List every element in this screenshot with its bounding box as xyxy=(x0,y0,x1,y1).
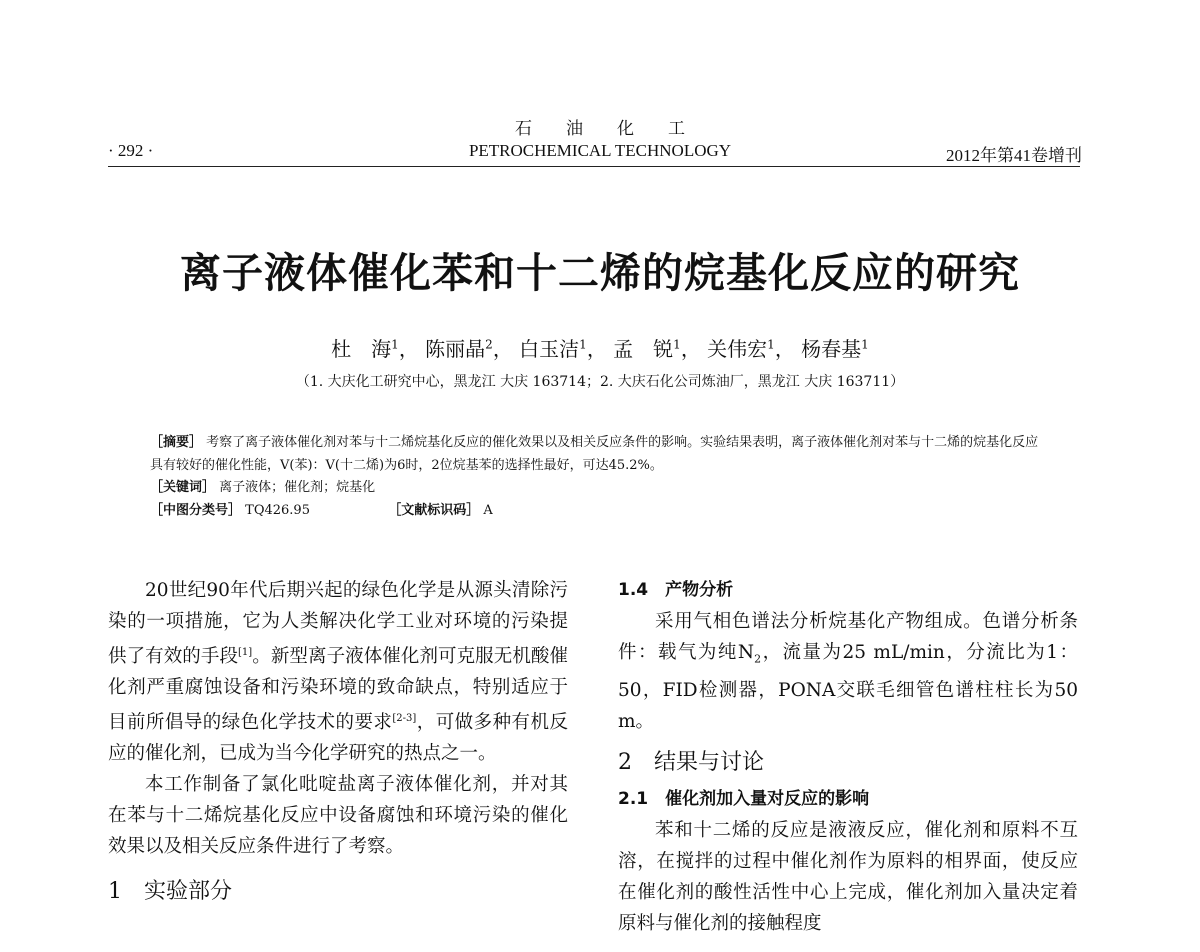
text: ，可做多种有机反应的催化剂，已成为当今化学研究的热点之一。 xyxy=(108,712,568,765)
issue-info: 2012年第41卷增刊 xyxy=(946,146,1082,165)
author-affiliation-mark: 1 xyxy=(673,337,681,352)
keywords-label: ［关键词］ xyxy=(150,480,216,495)
abstract-text: 考察了离子液体催化剂对苯与十二烯烷基化反应的催化效果以及相关反应条件的影响。实验结果表明，离子液体催化剂对苯与十二烯的烷基化反应具有较好的催化性能，V(苯)：V(十二烯)为6时，2位烷基苯的选择性最好，可达45.2%。 xyxy=(150,435,1039,473)
author: 陈丽晶 xyxy=(425,337,486,361)
clc-value: TQ426.95 xyxy=(245,502,310,518)
paragraph-catalyst-amount: 苯和十二烯的反应是液液反应，催化剂和原料不互溶，在搅拌的过程中催化剂作为原料的相界面，使反应在催化剂的酸性活性中心上完成，催化剂加入量决定着原料与催化剂的接触程度 xyxy=(618,819,1078,934)
journal-name-en: PETROCHEMICAL TECHNOLOGY xyxy=(468,141,732,160)
text: 。新型离子液体催化剂可克服无机酸催化剂严重腐蚀设备和污染环境的致命缺点，特别适应于目前所倡导的绿色化学技术的要求 xyxy=(108,646,568,734)
keywords xyxy=(150,477,1050,500)
doc-code-value: A xyxy=(483,502,493,518)
citation: [2-3] xyxy=(392,713,417,725)
author: 杨春基 xyxy=(801,337,862,361)
clc-label: ［中图分类号］ xyxy=(150,502,242,518)
text: ，流量为25 mL/min，分流比为1：50，FID检测器，PONA交联毛细管色谱柱柱长为50 m。 xyxy=(618,642,1078,732)
header-rule xyxy=(108,166,1080,167)
affiliations: （1. 大庆化工研究中心，黑龙江 大庆 163714；2. 大庆石化公司炼油厂，黑龙江 大庆 163711） xyxy=(295,374,905,390)
subsection-heading-2-1: 2.1 催化剂加入量对反应的影响 xyxy=(618,788,870,809)
text: 20世纪90年代后期兴起的绿色化学是从源头清除污染的一项措施，它为人类解决化学工业对环境的污染提供了有效的手段 xyxy=(108,580,568,668)
abstract-label: ［摘要］ xyxy=(150,435,203,450)
text: 采用气相色谱法分析烷基化产物组成。色谱分析条件：载气为纯N xyxy=(618,611,1078,663)
paragraph-intro xyxy=(108,575,568,769)
author-affiliation-mark: 2 xyxy=(485,337,493,352)
author: 杜 海 xyxy=(331,337,392,361)
page-number: · 292 · xyxy=(108,141,154,160)
author-affiliation-mark: 1 xyxy=(767,337,775,352)
author: 孟 锐 xyxy=(613,337,674,361)
author-affiliation-mark: 1 xyxy=(861,337,869,352)
paragraph-analysis xyxy=(618,606,1078,737)
journal-name-cn: 石油化工 xyxy=(515,119,719,139)
citation: [1] xyxy=(238,647,253,658)
section-heading-2: 2 结果与讨论 xyxy=(618,749,764,775)
body-column-left xyxy=(108,575,568,913)
article-title: 离子液体催化苯和十二烯的烷基化反应的研究 xyxy=(180,249,1020,297)
author-affiliation-mark: 1 xyxy=(579,337,587,352)
subscript: 2 xyxy=(754,652,762,666)
author: 关伟宏 xyxy=(707,337,768,361)
author-list: 杜 海$^1$， 陈丽晶$^2$， 白玉洁$^1$， 孟 锐$^1$， 关伟宏$^1$， 杨春基$^1$ xyxy=(331,337,869,361)
doc-code-label: ［文献标识码］ xyxy=(388,502,480,518)
classification xyxy=(150,500,1050,523)
abstract-block xyxy=(150,432,1050,522)
section-heading-1: 1 实验部分 xyxy=(108,879,232,905)
subsection-heading-1-4: 1.4 产物分析 xyxy=(618,580,734,600)
body-column-right xyxy=(618,575,1078,939)
paragraph-scope: 本工作制备了氯化吡啶盐离子液体催化剂，并对其在苯与十二烯烷基化反应中设备腐蚀和环境污染的催化效果以及相关反应条件进行了考察。 xyxy=(108,774,568,858)
author-affiliation-mark: 1 xyxy=(391,337,399,352)
author: 白玉洁 xyxy=(519,337,580,361)
keywords-text: 离子液体；催化剂；烷基化 xyxy=(219,480,376,495)
abstract xyxy=(150,432,1050,477)
